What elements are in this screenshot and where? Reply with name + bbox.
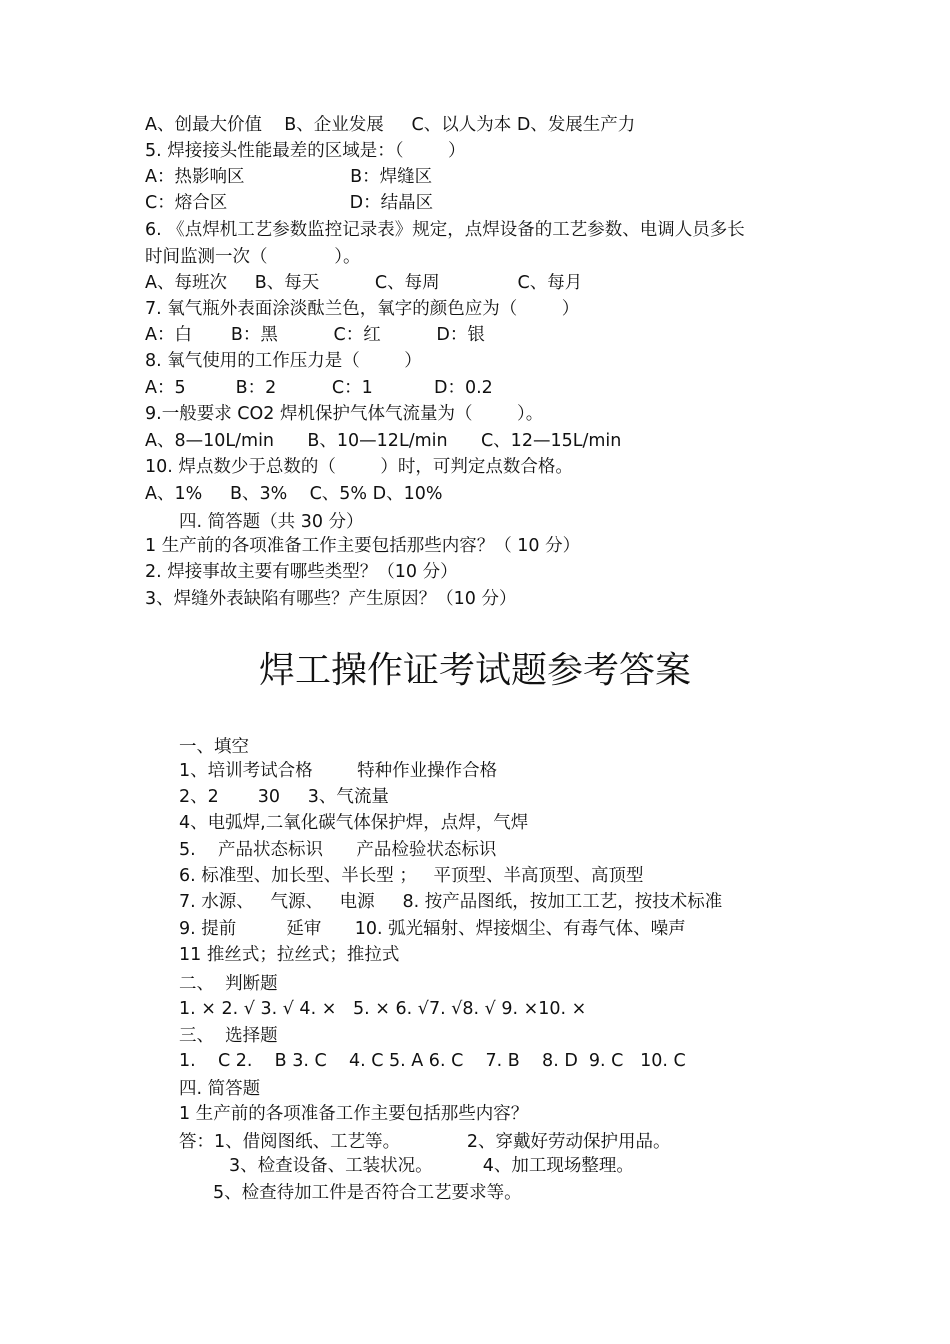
- q8-text: 8. 氧气使用的工作压力是（ ）: [145, 351, 422, 371]
- sa-question-1: 1 生产前的各项准备工作主要包括那些内容？（ 10 分）: [145, 536, 581, 556]
- ans-fill-5: 5. 产品状态标识 产品检验状态标识: [179, 840, 497, 860]
- q5-text: 5. 焊接接头性能最差的区域是：（ ）: [145, 141, 466, 161]
- q4-options: A、创最大价值 B、企业发展 C、以人为本 D、发展生产力: [145, 115, 636, 135]
- ans-short-q1: 1 生产前的各项准备工作主要包括那些内容？: [179, 1104, 529, 1124]
- q5-options-cd: C：熔合区 D：结晶区: [145, 193, 434, 213]
- q7-options: A：白 B：黑 C：红 D：银: [145, 325, 485, 345]
- q7-text: 7. 氧气瓶外表面涂淡酞兰色，氧字的颜色应为（ ）: [145, 299, 580, 319]
- answers-title: 焊工操作证考试题参考答案: [258, 650, 691, 691]
- ans-short-a1-line3: 5、检查待加工件是否符合工艺要求等。: [213, 1183, 522, 1203]
- ans-fill-7-8: 7. 水源、 气源、 电源 8. 按产品图纸，按加工工艺，按技术标准: [179, 892, 723, 912]
- ans-short-a1-line1: 答：1、借阅图纸、工艺等。 2、穿戴好劳动保护用品。: [179, 1132, 671, 1152]
- ans-fill-6: 6. 标准型、加长型、半长型 ； 平顶型、半高顶型、高顶型: [179, 866, 644, 886]
- ans-fill-11: 11 推丝式；拉丝式；推拉式: [179, 945, 400, 965]
- q6-options: A、每班次 B、每天 C、每周 C、每月: [145, 273, 583, 293]
- q9-options: A、8—10L/min B、10—12L/min C、12—15L/min: [145, 431, 622, 451]
- ans-fill-9-10: 9. 提前 延审 10. 弧光辐射、焊接烟尘、有毒气体、噪声: [179, 919, 686, 939]
- q10-options: A、1% B、3% C、5% D、10%: [145, 484, 443, 504]
- sa-question-2: 2. 焊接事故主要有哪些类型？（10 分）: [145, 562, 458, 582]
- ans-section-fill: 一、填空: [179, 737, 249, 757]
- sa-question-3: 3、焊缝外表缺陷有哪些？产生原因？（10 分）: [145, 589, 517, 609]
- ans-judge-row: 1. × 2. √ 3. √ 4. × 5. × 6. √7. √8. √ 9. ×10. ×: [179, 999, 587, 1019]
- q8-options: A：5 B：2 C：1 D：0.2: [145, 378, 493, 398]
- ans-fill-4: 4、电弧焊,二氧化碳气体保护焊，点焊，气焊: [179, 813, 529, 833]
- q6-text-cont: 时间监测一次（ ）。: [145, 247, 361, 267]
- ans-fill-1: 1、培训考试合格 特种作业操作合格: [179, 761, 498, 781]
- q9-text: 9.一般要求 CO2 焊机保护气体气流量为（ ）。: [145, 404, 544, 424]
- ans-choice-row: 1. C 2. B 3. C 4. C 5. A 6. C 7. B 8. D 9. C 10. C: [179, 1051, 686, 1071]
- q5-options-ab: A：热影响区 B：焊缝区: [145, 167, 433, 187]
- q10-text: 10. 焊点数少于总数的（ ）时，可判定点数合格。: [145, 457, 573, 477]
- ans-short-a1-line2: 3、检查设备、工装状况。 4、加工现场整理。: [229, 1156, 634, 1176]
- ans-section-short: 四. 简答题: [179, 1079, 261, 1099]
- section-heading-short-answer: 四. 简答题（共 30 分）: [179, 512, 364, 532]
- ans-section-choice: 三、 选择题: [179, 1026, 278, 1046]
- ans-fill-2-3: 2、2 30 3、气流量: [179, 787, 389, 807]
- ans-section-judge: 二、 判断题: [179, 974, 278, 994]
- q6-text: 6. 《点焊机工艺参数监控记录表》规定，点焊设备的工艺参数、电调人员多长: [145, 220, 745, 240]
